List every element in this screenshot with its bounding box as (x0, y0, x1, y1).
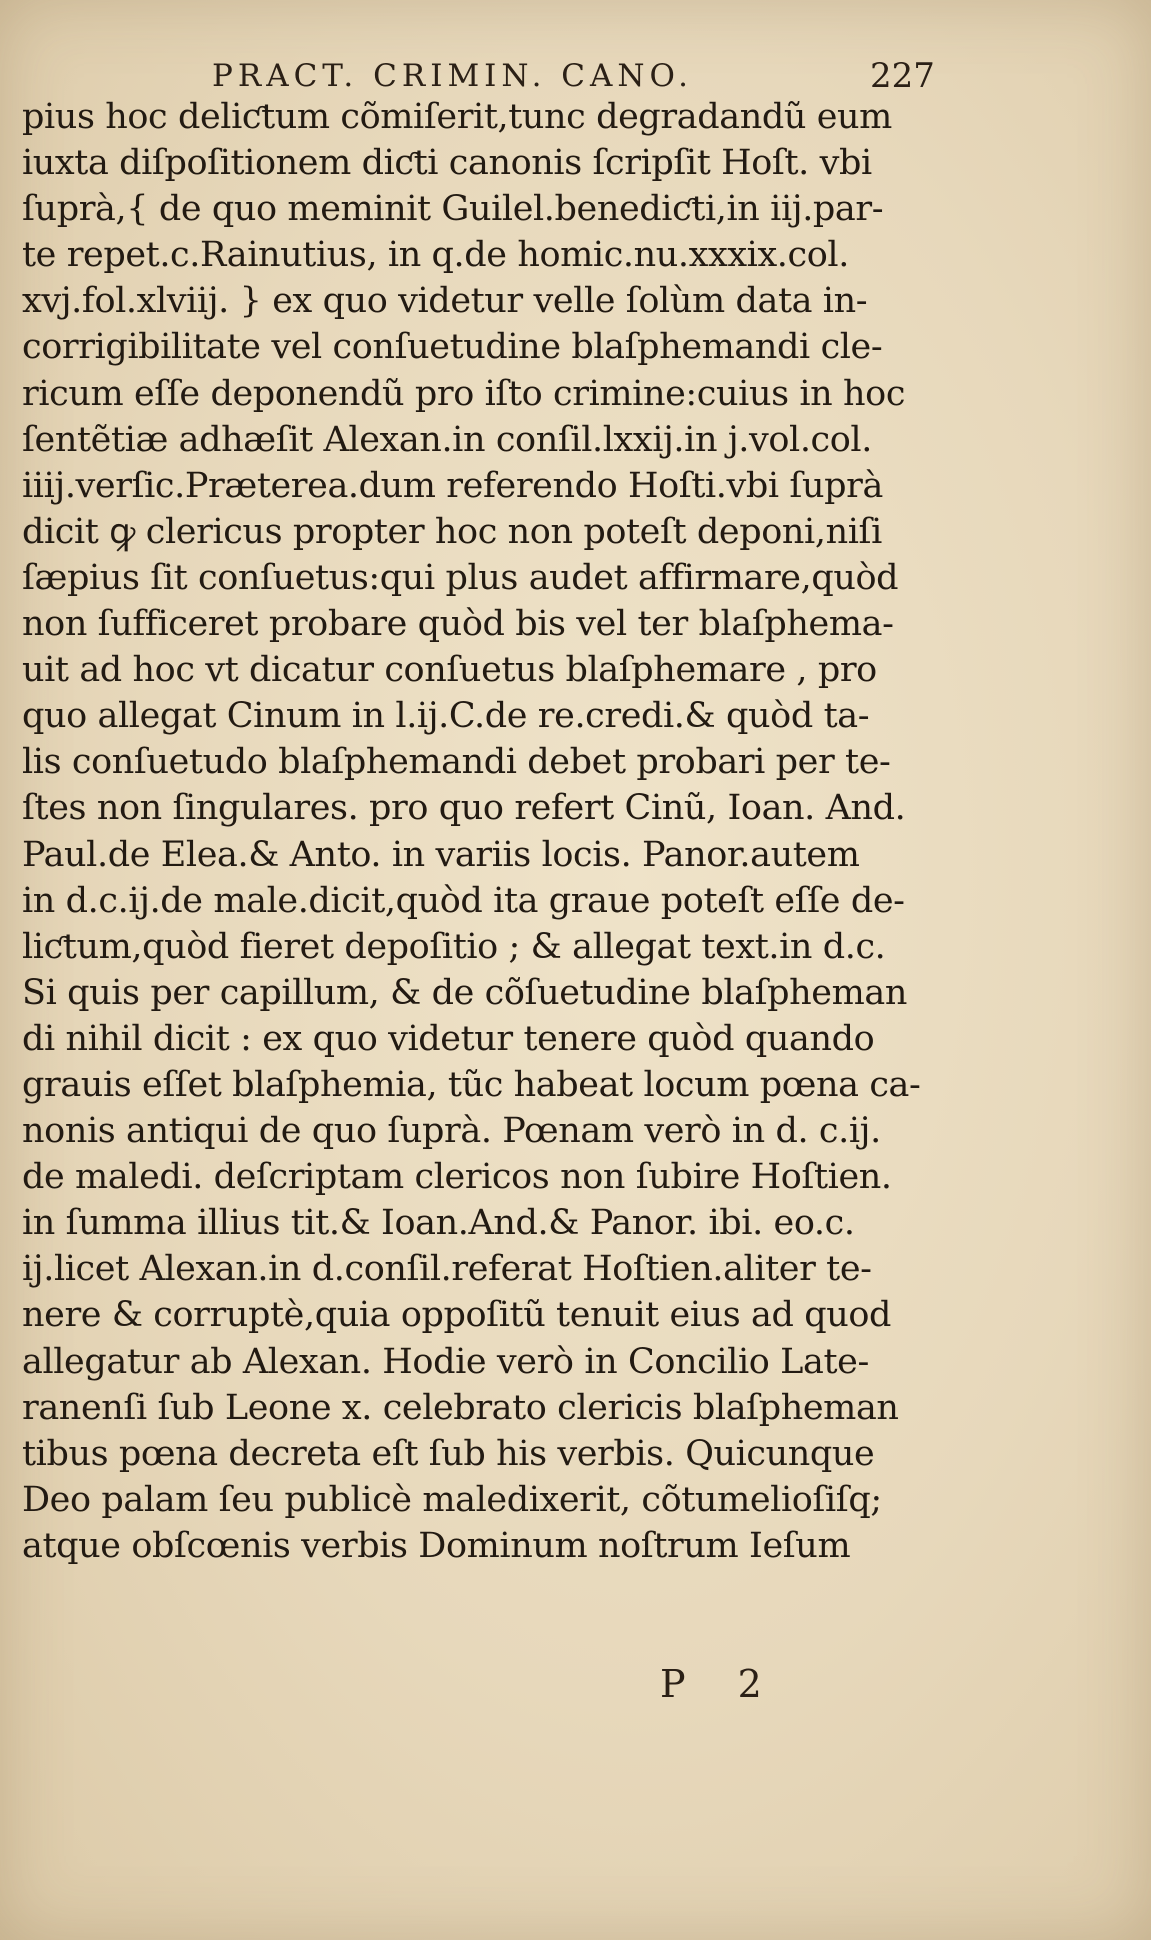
body-text (22, 94, 922, 1569)
text-line: Paul.de Elea.& Anto. in variis locis. Panor.autem (22, 834, 860, 875)
text-line: Deo palam ſeu publicè maledixerit, cõtumelioſiſq; (22, 1479, 882, 1520)
text-line: ricum eſſe deponendũ pro iſto crimine:cuius in hoc (22, 373, 906, 414)
text-line: ſæpius ſit conſuetus:qui plus audet affirmare,quòd (22, 557, 899, 598)
text-line: ranenſi ſub Leone x. celebrato clericis blaſpheman (22, 1387, 899, 1428)
text-line: dicit ꝙ clericus propter hoc non poteſt deponi,niſi (22, 511, 882, 552)
text-line: de maledi. deſcriptam clericos non ſubire Hoſtien. (22, 1157, 892, 1198)
text-line: liƈtum,quòd fieret depoſitio ; & allegat text.in d.c. (22, 926, 886, 967)
text-line: in ſumma illius tit.& Ioan.And.& Panor. ibi. eo.c. (22, 1203, 855, 1244)
text-line: quo allegat Cinum in l.ij.C.de re.credi.& quòd ta- (22, 696, 870, 737)
text-line: Si quis per capillum, & de cõſuetudine blaſpheman (22, 972, 907, 1013)
running-title: PRACT. CRIMIN. CANO. (212, 58, 693, 94)
text-line: ſentẽtiæ adhæſit Alexan.in conſil.lxxij.in j.vol.col. (22, 419, 872, 460)
text-line: iiij.verſic.Præterea.dum referendo Hoſti.vbi ſuprà (22, 465, 883, 506)
text-line: non ſufficeret probare quòd bis vel ter blaſphema- (22, 604, 894, 645)
text-line: di nihil dicit : ex quo videtur tenere quòd quando (22, 1018, 875, 1059)
text-line: ſtes non ſingulares. pro quo refert Cinũ, Ioan. And. (22, 788, 906, 829)
text-line: ſuprà,{ de quo meminit Guilel.benediƈti,in iij.par- (22, 189, 884, 230)
running-head (0, 48, 1151, 98)
text-line: lis conſuetudo blaſphemandi debet probari per te- (22, 742, 891, 783)
text-line: allegatur ab Alexan. Hodie verò in Concilio Late- (22, 1341, 869, 1382)
text-line: iuxta diſpoſitionem diƈti canonis ſcripſit Hoſt. vbi (22, 143, 872, 184)
text-line: atque obſcœnis verbis Dominum noſtrum Ieſum (22, 1525, 851, 1566)
text-line: nere & corruptè,quia oppoſitũ tenuit eius ad quod (22, 1295, 892, 1336)
text-line: in d.c.ij.de male.dicit,quòd ita graue poteſt eſſe de- (22, 880, 905, 921)
text-line: nonis antiqui de quo ſuprà. Pœnam verò in d. c.ij. (22, 1111, 881, 1152)
text-line: xvj.fol.xlviij. } ex quo videtur velle ſolùm data in- (22, 281, 868, 322)
text-line: pius hoc deliƈtum cõmiſerit,tunc degradandũ eum (22, 97, 892, 137)
text-line: ij.licet Alexan.in d.conſil.referat Hoſtien.aliter te- (22, 1249, 872, 1290)
text-line: corrigibilitate vel conſuetudine blaſphemandi cle- (22, 327, 883, 368)
text-line: grauis eſſet blaſphemia, tũc habeat locum pœna ca- (22, 1064, 921, 1105)
text-line: te repet.c.Rainutius, in q.de homic.nu.xxxix.col. (22, 235, 849, 276)
page-number: 227 (870, 56, 935, 96)
signature-mark: P 2 (660, 1662, 782, 1706)
text-line: tibus pœna decreta eſt ſub his verbis. Quicunque (22, 1433, 875, 1474)
text-line: uit ad hoc vt dicatur conſuetus blaſphemare , pro (22, 650, 877, 691)
